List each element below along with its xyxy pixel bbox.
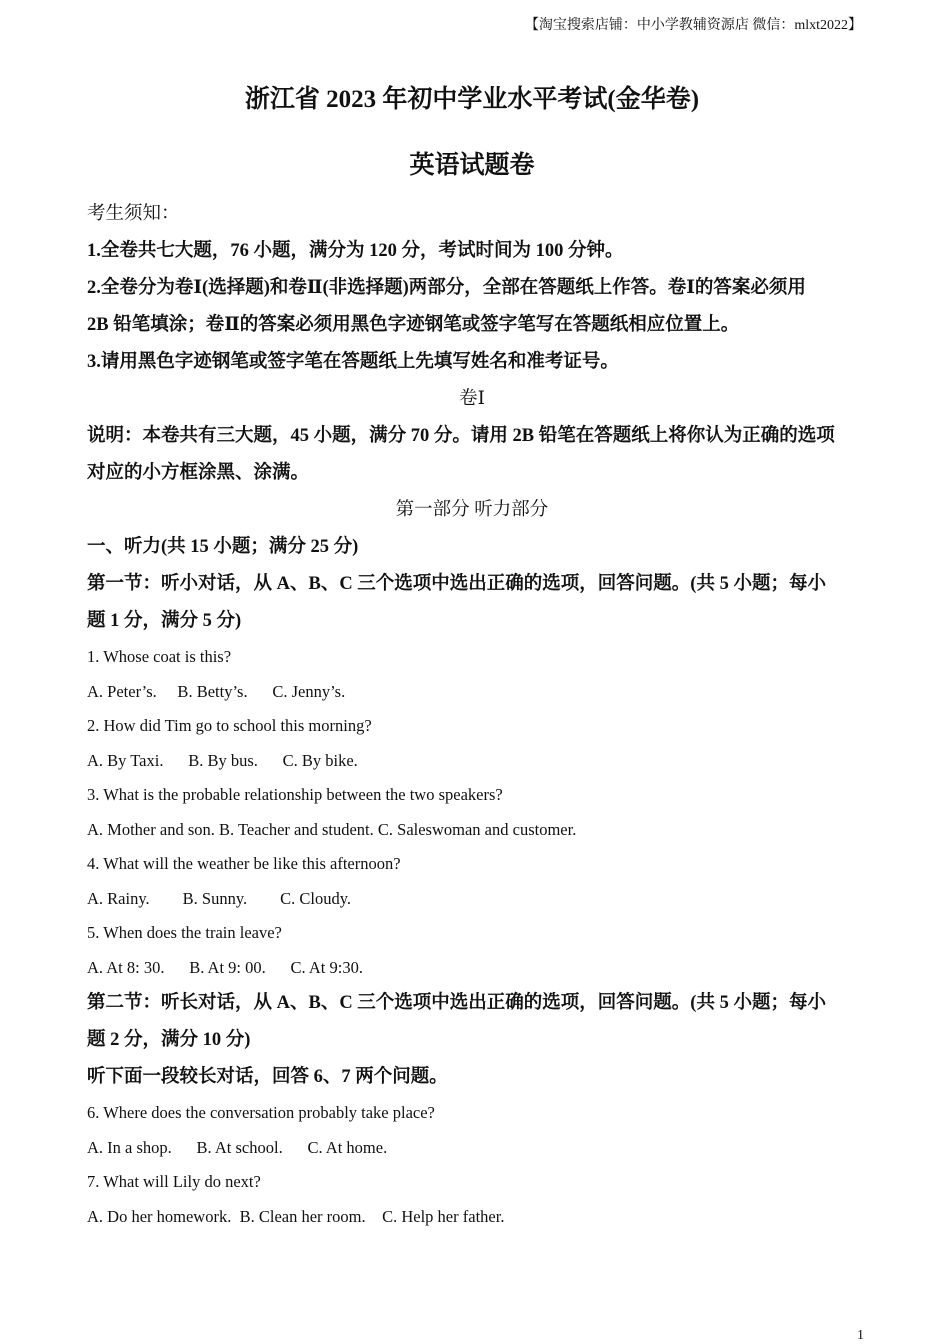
page-content: [87, 78, 857, 1234]
volume-title: 卷Ⅰ: [459, 389, 485, 409]
volume-description: 对应的小方框涂黑、涂满。: [87, 463, 310, 483]
question-list: [87, 640, 857, 985]
subsection-heading: 第一节：听小对话，从 A、B、C 三个选项中选出正确的选项，回答问题。(共 5 小题；每小: [87, 574, 826, 594]
question-options: A. At 8: 30. B. At 9: 00. C. At 9:30.: [87, 957, 363, 977]
notice-item: 1.全卷共七大题，76 小题，满分为 120 分，考试时间为 100 分钟。: [87, 241, 624, 261]
part-title: 第一部分 听力部分: [395, 500, 549, 520]
question-list: [87, 1096, 857, 1234]
volume-description: 说明：本卷共有三大题，45 小题，满分 70 分。请用 2B 铅笔在答题纸上将你认为正确的选项: [87, 426, 835, 446]
exam-subtitle: 英语试题卷: [409, 152, 535, 179]
question-options: A. By Taxi. B. By bus. C. By bike.: [87, 750, 358, 770]
question-text: 5. When does the train leave?: [87, 923, 282, 942]
header-note: 【淘宝搜索店铺：中小学教辅资源店 微信：mlxt2022】: [524, 18, 862, 33]
subsection-heading: 题 2 分，满分 10 分): [87, 1030, 251, 1050]
notice-heading: 考生须知：: [87, 204, 180, 224]
question-text: 6. Where does the conversation probably take place?: [87, 1103, 435, 1122]
question-text: 1. Whose coat is this?: [87, 647, 232, 666]
question-text: 4. What will the weather be like this afternoon?: [87, 854, 401, 873]
notice-item: 3.请用黑色字迹钢笔或签字笔在答题纸上先填写姓名和准考证号。: [87, 352, 619, 372]
question-text: 2. How did Tim go to school this morning?: [87, 716, 372, 735]
question-options: A. Peter’s. B. Betty’s. C. Jenny’s.: [87, 681, 346, 701]
question-text: 7. What will Lily do next?: [87, 1172, 261, 1191]
exam-title: 浙江省 2023 年初中学业水平考试(金华卷): [244, 86, 700, 113]
notice-item: 2.全卷分为卷Ⅰ(选择题)和卷Ⅱ(非选择题)两部分，全部在答题纸上作答。卷Ⅰ的答案必须用: [87, 278, 806, 298]
notice-block: [87, 196, 857, 381]
question-text: 3. What is the probable relationship between the two speakers?: [87, 785, 503, 804]
subsection-heading: 第二节：听长对话，从 A、B、C 三个选项中选出正确的选项，回答问题。(共 5 小题；每小: [87, 993, 826, 1013]
question-options: A. Rainy. B. Sunny. C. Cloudy.: [87, 888, 352, 908]
question-options: A. In a shop. B. At school. C. At home.: [87, 1137, 388, 1157]
subsection-heading: 题 1 分，满分 5 分): [87, 611, 242, 631]
question-options: A. Do her homework. B. Clean her room. C. Help her father.: [87, 1206, 505, 1226]
dialogue-instruction: 听下面一段较长对话，回答 6、7 两个问题。: [87, 1067, 448, 1087]
notice-item: 2B 铅笔填涂；卷Ⅱ的答案必须用黑色字迹钢笔或签字笔写在答题纸相应位置上。: [87, 315, 740, 335]
question-options: A. Mother and son. B. Teacher and student. C. Saleswoman and customer.: [87, 819, 577, 839]
page-number: 1: [857, 1328, 864, 1343]
section-heading: 一、听力(共 15 小题；满分 25 分): [87, 537, 359, 557]
